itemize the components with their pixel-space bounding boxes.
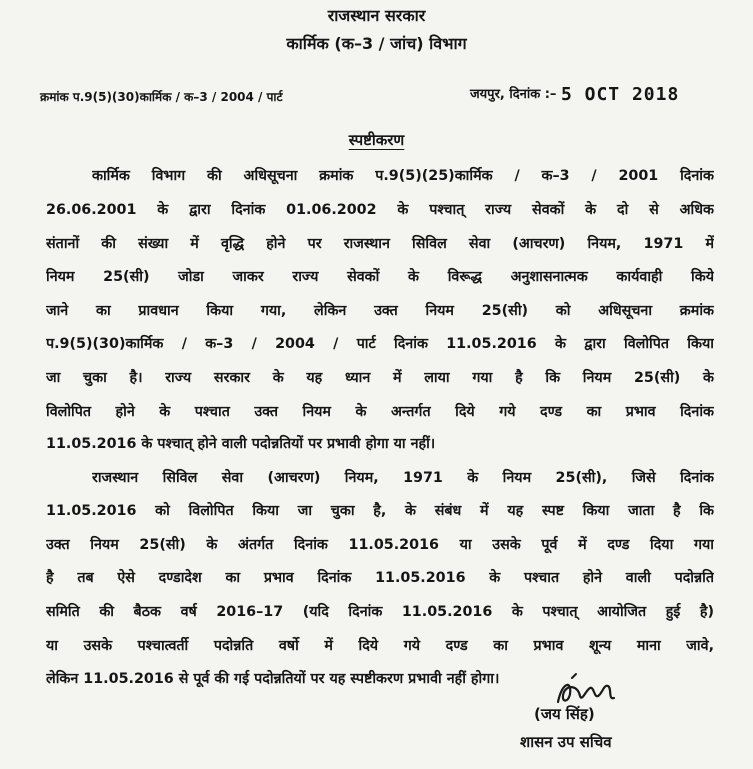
department-name: कार्मिक (क–3 / जांच) विभाग xyxy=(286,34,467,53)
body-line: जा चुका है। राज्य सरकार के यह ध्यान में लाया गया है कि नियम 25(सी) के xyxy=(46,370,714,386)
body-line: विलोपित होने के पश्चात उक्त नियम के अन्तर्गत दिये गये दण्ड का प्रभाव दिनांक xyxy=(46,404,714,420)
body-line: समिति की बैठक वर्ष 2016–17 (यदि दिनांक 11.05.2016 के पश्चात् आयोजित हुई है) xyxy=(46,604,714,620)
body-line: 26.06.2001 के द्वारा दिनांक 01.06.2002 के पश्चात् राज्य सेवकों के दो से अधिक xyxy=(46,202,714,218)
body-line: कार्मिक विभाग की अधिसूचना क्रमांक प.9(5)(25)कार्मिक / क–3 / 2001 दिनांक xyxy=(92,168,714,184)
body-line: प.9(5)(30)कार्मिक / क–3 / 2004 / पार्ट दिनांक 11.05.2016 के द्वारा विलोपित किया xyxy=(46,336,714,352)
place-date-label: जयपुर, दिनांक :– xyxy=(470,87,557,102)
government-name: राजस्थान सरकार xyxy=(327,6,426,25)
body-line: या उसके पश्चात्वर्ती पदोन्नति वर्षो में दिये गये दण्ड का प्रभाव शून्य माना जावे, xyxy=(46,638,714,654)
signatory-designation: शासन उप सचिव xyxy=(520,733,612,751)
title-text: स्पष्टीकरण xyxy=(348,131,405,149)
body-line: लेकिन 11.05.2016 से पूर्व की गई पदोन्नतियों पर यह स्पष्टीकरण प्रभावी नहीं होगा। xyxy=(46,671,500,687)
date-stamp: 5 OCT 2018 xyxy=(560,84,680,105)
body-line: संतानों की संख्या में वृद्धि होने पर राजस्थान सिविल सेवा (आचरण) नियम, 1971 में xyxy=(46,236,714,252)
body-line: राजस्थान सिविल सेवा (आचरण) नियम, 1971 के नियम 25(सी), जिसे दिनांक xyxy=(92,470,714,486)
body-line: जाने का प्रावधान किया गया, लेकिन उक्त नियम 25(सी) को अधिसूचना क्रमांक xyxy=(46,303,714,319)
reference-number: क्रमांक प.9(5)(30)कार्मिक / क–3 / 2004 / पार्ट xyxy=(40,90,283,104)
place-date xyxy=(470,82,679,103)
body-line: है तब ऐसे दण्डादेश का प्रभाव दिनांक 11.05.2016 के पश्चात होने वाली पदोन्नति xyxy=(46,570,714,586)
body-line: उक्त नियम 25(सी) के अंतर्गत दिनांक 11.05.2016 या उसके पूर्व में दण्ड दिया गया xyxy=(46,537,714,553)
body-line: नियम 25(सी) जोडा जाकर राज्य सेवकों के विरूद्ध अनुशासनात्मक कार्यवाही किये xyxy=(46,269,714,285)
body-line: 11.05.2016 के पश्चात् होने वाली पदोन्नतियों पर प्रभावी होगा या नहीं। xyxy=(46,436,436,452)
signatory-name: (जय सिंह) xyxy=(534,705,595,723)
document-title xyxy=(0,130,753,150)
body-line: 11.05.2016 को विलोपित किया जा चुका है, के संबंध में यह स्पष्ट किया जाता है कि xyxy=(46,503,714,519)
